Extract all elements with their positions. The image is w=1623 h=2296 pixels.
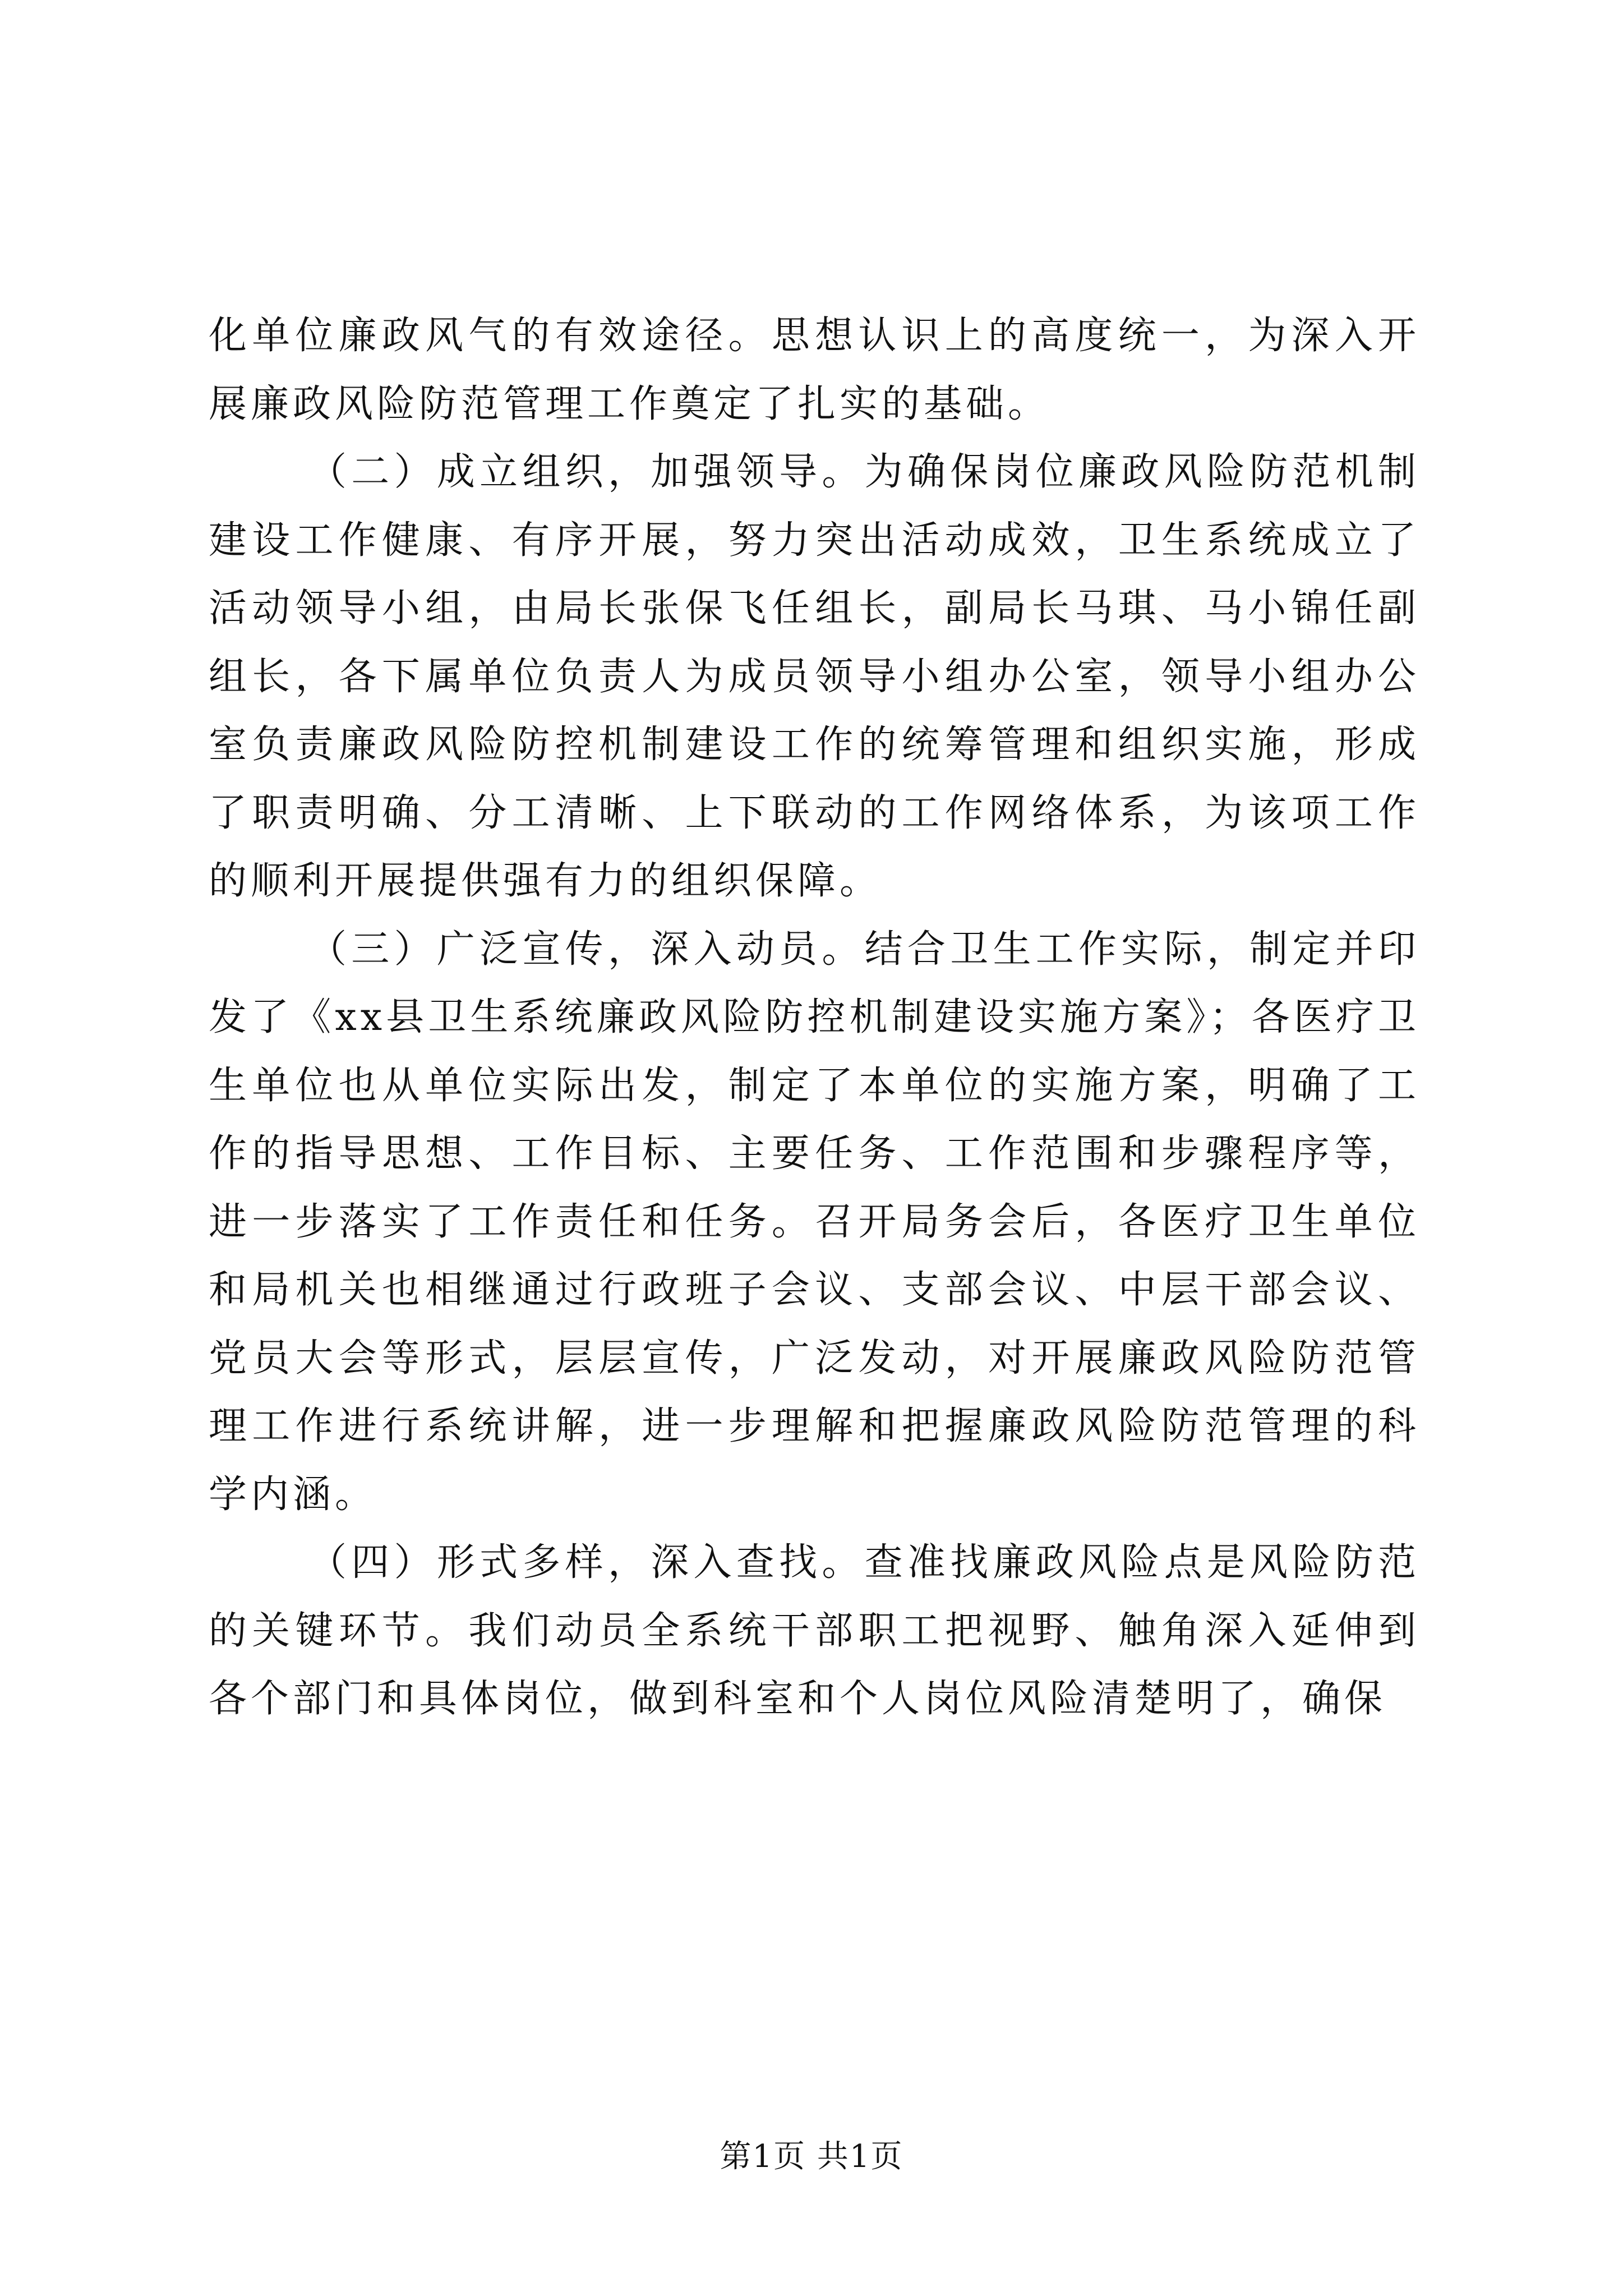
page-footer: 第1页 共1页 xyxy=(720,2138,903,2175)
paragraph-section-3: （三）广泛宣传，深入动员。结合卫生工作实际，制定并印发了《xx县卫生系统廉政风险防控机制建设实施方案》；各医疗卫生单位也从单位实际出发，制定了本单位的实施方案，明确了工作的指导思想、工作目标、主要任务、工作范围和步骤程序等，进一步落实了工作责任和任务。召开局务会后，各医疗卫生单位和局机关也相继通过行政班子会议、支部会议、中层干部会议、党员大会等形式，层层宣传，广泛发动，对开展廉政风险防范管理工作进行系统讲解，进一步理解和把握廉政风险防范管理的科学内涵。 xyxy=(209,927,1420,1517)
paragraph-section-2: （二）成立组织，加强领导。为确保岗位廉政风险防范机制建设工作健康、有序开展，努力突出活动成效，卫生系统成立了活动领导小组，由局长张保飞任组长，副局长马琪、马小锦任副组长，各下属单位负责人为成员领导小组办公室，领导小组办公室负责廉政风险防控机制建设工作的统筹管理和组织实施，形成了职责明确、分工清晰、上下联动的工作网络体系，为该项工作的顺利开展提供强有力的组织保障。 xyxy=(209,450,1420,903)
document-body xyxy=(209,302,1420,1733)
paragraph-continuation: 化单位廉政风气的有效途径。思想认识上的高度统一，为深入开展廉政风险防范管理工作奠定了扎实的基础。 xyxy=(209,314,1420,426)
paragraph-section-4: （四）形式多样，深入查找。查准找廉政风险点是风险防范的关键环节。我们动员全系统干部职工把视野、触角深入延伸到各个部门和具体岗位，做到科室和个人岗位风险清楚明了，确保 xyxy=(209,1540,1420,1721)
